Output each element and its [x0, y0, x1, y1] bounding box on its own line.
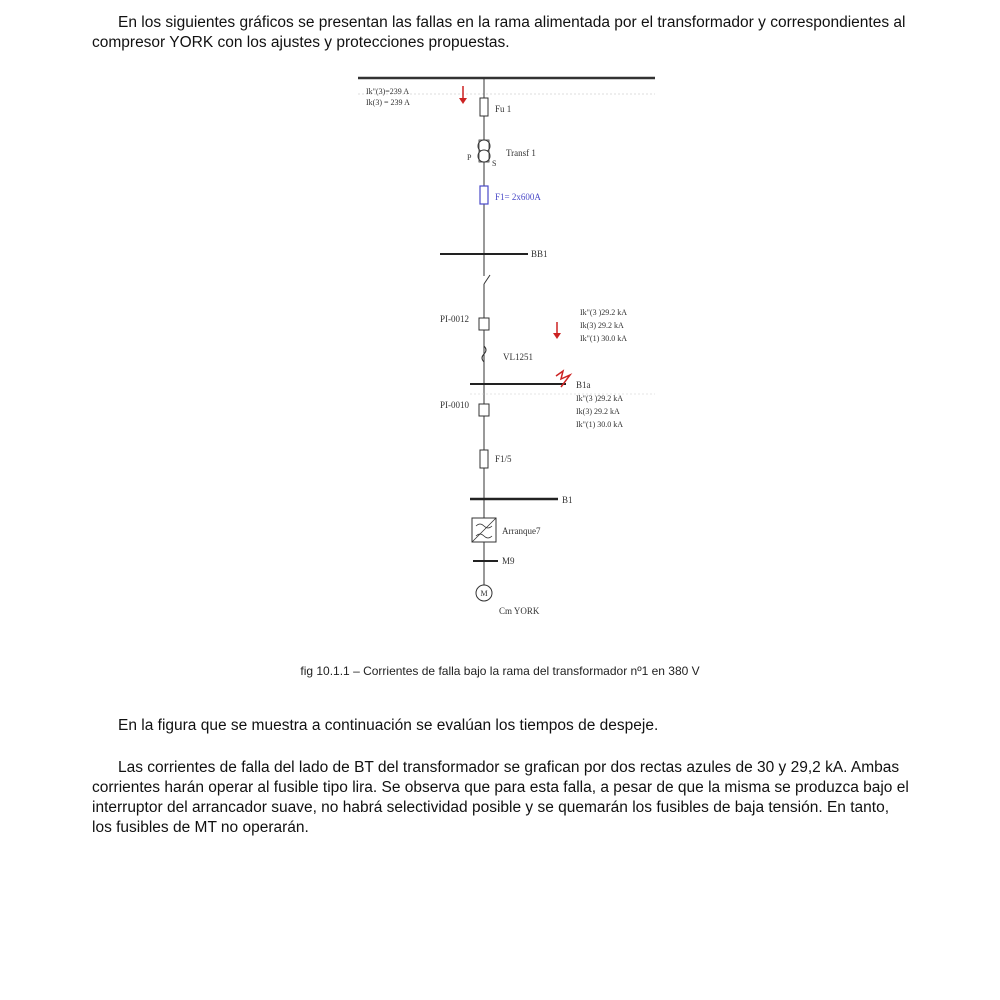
top-current-2: Ik(3) = 239 A	[366, 98, 410, 107]
second-paragraph: En la figura que se muestra a continuación se evalúan los tiempos de despeje.	[118, 717, 659, 734]
intro-paragraph: En los siguientes gráficos se presentan las fallas en la rama alimentada por el transformador y correspondientes al compresor YORK con los ajustes y protecciones propuestas.	[92, 14, 906, 51]
b1a-current-2: Ik(3) 29.2 kA	[576, 407, 620, 416]
mid-current-2: Ik(3) 29.2 kA	[580, 321, 624, 330]
third-paragraph: Las corrientes de falla del lado de BT del transformador se grafican por dos rectas azules de 30 y 29,2 kA. Ambas corrientes harán operar al fusible tipo lira. Se observa que para esta falla, a pesar de que la misma se produzca bajo el interruptor del arrancador suave, no habrá selectividad posible y se quemarán los fusibles de baja tensión. En tanto, los fusibles de MT no operarán.	[92, 759, 909, 836]
transformer-label: Transf 1	[506, 148, 536, 158]
bb1-label: BB1	[531, 249, 548, 259]
f1-label: F1= 2x600A	[495, 192, 541, 202]
transformer-icon	[478, 140, 490, 162]
breaker-icon	[479, 404, 489, 416]
motor-label: Cm YORK	[499, 606, 540, 616]
m9-label: M9	[502, 556, 515, 566]
pi0012-label: PI-0012	[440, 314, 469, 324]
soft-starter-icon	[472, 518, 496, 542]
fuse-icon	[480, 186, 488, 204]
top-current-1: Ik"(3)=239 A	[366, 87, 410, 96]
mid-current-1: Ik"(3 )29.2 kA	[580, 308, 628, 317]
f15-label: F1/5	[495, 454, 512, 464]
transformer-secondary: S	[492, 159, 497, 168]
fu1-label: Fu 1	[495, 104, 512, 114]
arranque-label: Arranque7	[502, 526, 541, 536]
fuse-icon	[480, 98, 488, 116]
vl1251-label: VL1251	[503, 352, 533, 362]
b1-label: B1	[562, 495, 573, 505]
b1a-label: B1a	[576, 380, 591, 390]
figure-caption: fig 10.1.1 – Corrientes de falla bajo la rama del transformador nº1 en 380 V	[300, 664, 700, 678]
fault-arrow-icon	[553, 322, 561, 339]
switch-icon	[484, 275, 490, 284]
b1a-current-3: Ik"(1) 30.0 kA	[576, 420, 624, 429]
fault-arrow-icon	[459, 86, 467, 104]
b1a-current-1: Ik"(3 )29.2 kA	[576, 394, 624, 403]
transformer-primary: P	[467, 153, 472, 162]
pi0010-label: PI-0010	[440, 400, 469, 410]
breaker-icon	[479, 318, 489, 330]
motor-symbol: M	[480, 589, 488, 598]
fuse-icon	[480, 450, 488, 468]
mid-current-3: Ik"(1) 30.0 kA	[580, 334, 628, 343]
